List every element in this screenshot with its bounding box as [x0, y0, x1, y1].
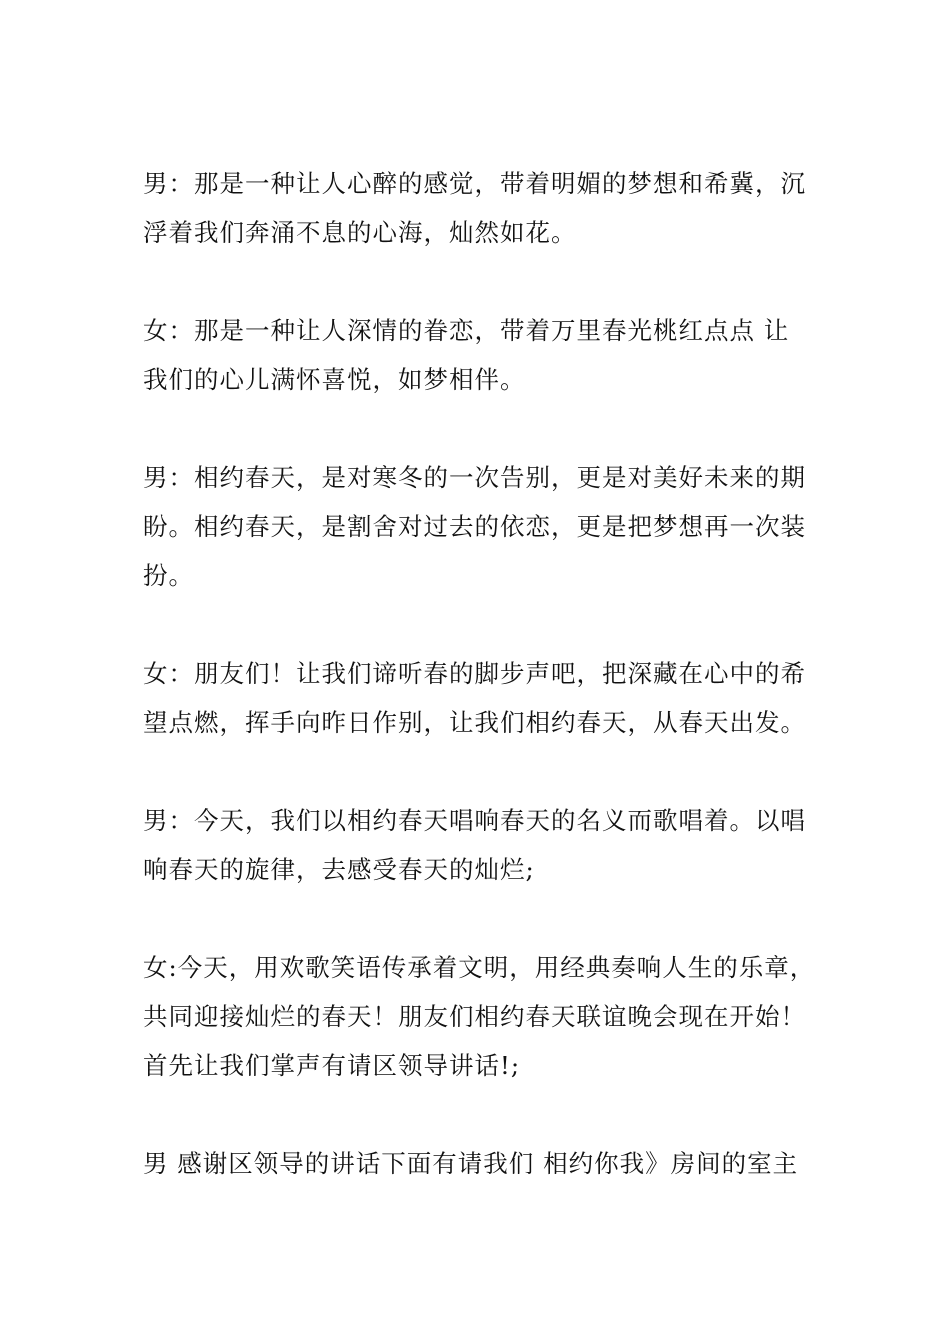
- text-line: 望点燃，挥手向昨日作别，让我们相约春天，从春天出发。: [143, 708, 806, 737]
- text-line: 盼。相约春天，是割舍对过去的依恋，更是把梦想再一次装: [143, 512, 806, 541]
- text-line: 首先让我们掌声有请区领导讲话!;: [143, 1051, 521, 1080]
- text-line: 男：今天，我们以相约春天唱响春天的名义而歌唱着。以唱: [143, 806, 806, 835]
- text-line: 响春天的旋律，去感受春天的灿烂;: [143, 855, 535, 884]
- paragraph-1: [143, 159, 813, 257]
- paragraph-6: [143, 943, 816, 1090]
- paragraph-5: [143, 796, 813, 894]
- text-line: 共同迎接灿烂的春天！朋友们相约春天联谊晚会现在开始！: [143, 1002, 806, 1031]
- text-line: 我们的心儿满怀喜悦，如梦相伴。: [143, 365, 526, 394]
- text-line: 女：那是一种让人深情的眷恋，带着万里春光桃红点点 让: [143, 316, 790, 345]
- paragraph-7: [143, 1139, 813, 1188]
- text-line: 女：朋友们！让我们谛听春的脚步声吧，把深藏在心中的希: [143, 659, 806, 688]
- text-line: 男 感谢区领导的讲话下面有请我们 相约你我》房间的室主: [143, 1149, 799, 1178]
- text-line: 男：那是一种让人心醉的感觉，带着明媚的梦想和希冀，沉: [143, 169, 806, 198]
- text-line: 男：相约春天，是对寒冬的一次告别，更是对美好未来的期: [143, 463, 806, 492]
- text-line: 扮。: [143, 561, 194, 590]
- document-body: [143, 159, 816, 1237]
- paragraph-3: [143, 453, 813, 600]
- paragraph-2: [143, 306, 813, 404]
- text-line: 女:今天，用欢歌笑语传承着文明，用经典奏响人生的乐章，: [143, 953, 816, 982]
- paragraph-4: [143, 649, 813, 747]
- text-line: 浮着我们奔涌不息的心海，灿然如花。: [143, 218, 577, 247]
